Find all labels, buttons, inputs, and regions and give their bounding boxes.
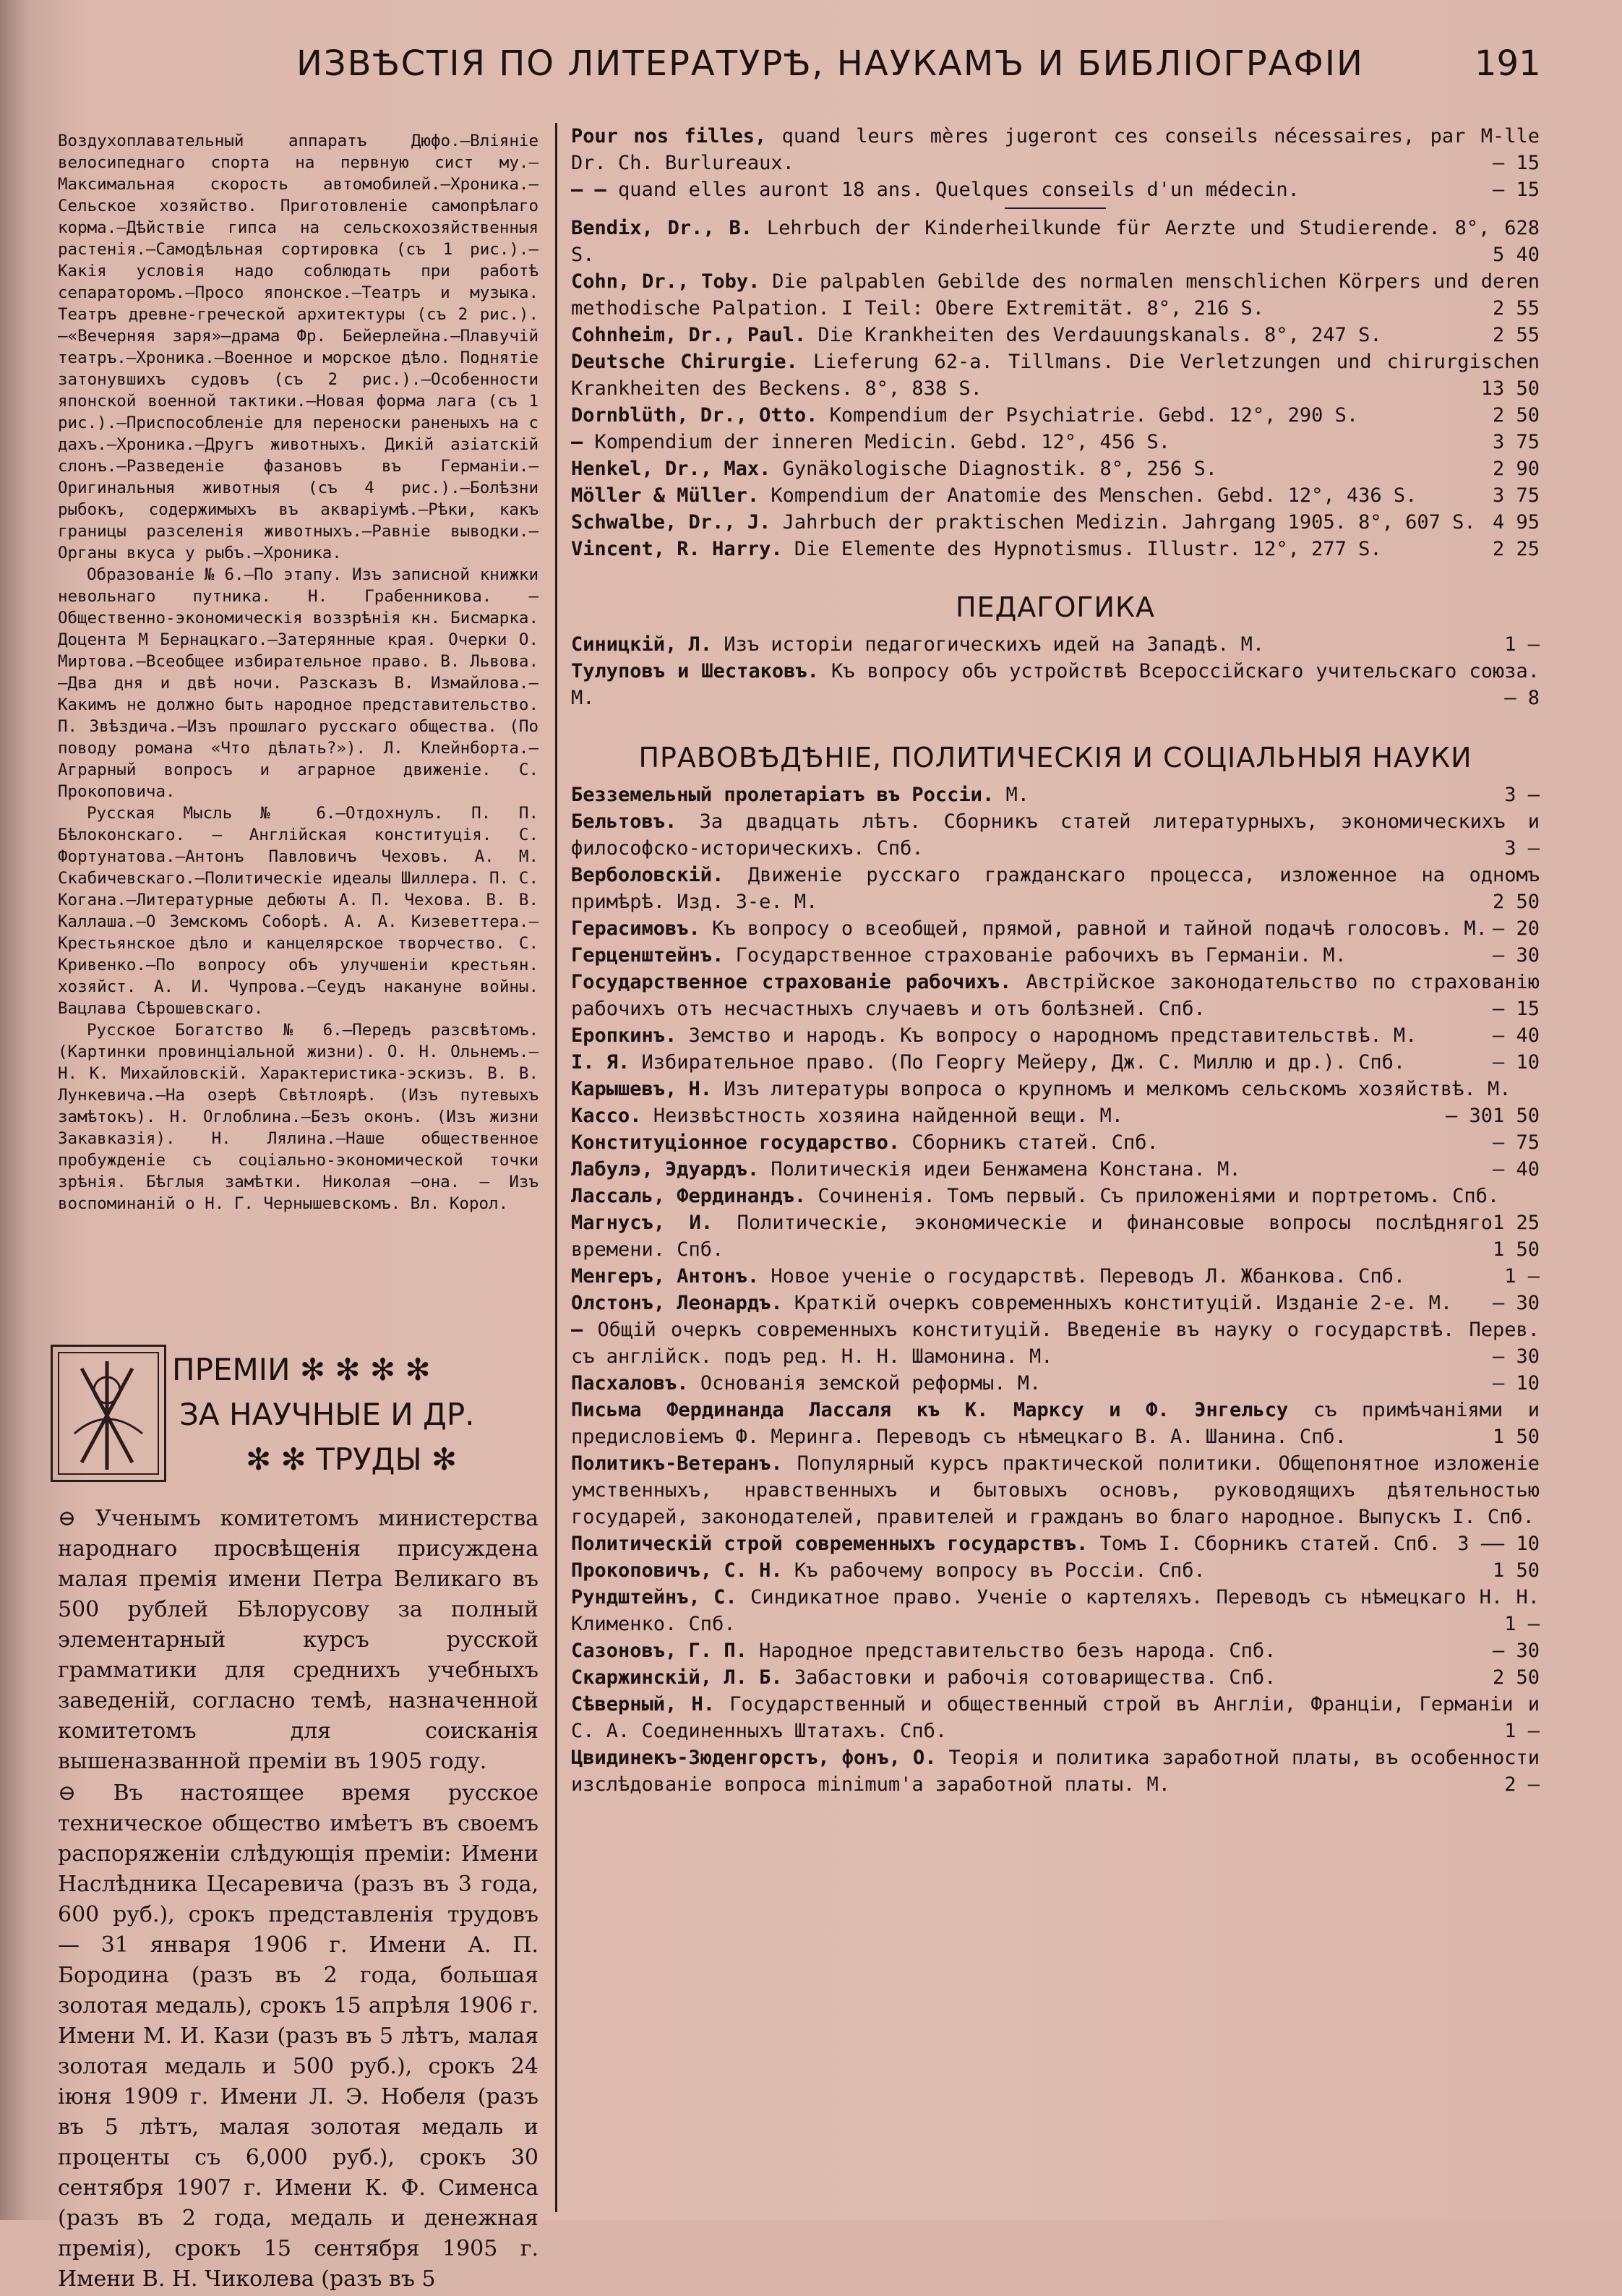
bibliography-entry (571, 1290, 1540, 1316)
entry-price: — 30 (1445, 1105, 1493, 1127)
entry-author: Прокоповичъ, С. Н. (571, 1559, 783, 1582)
entry-title: Избирательное право. (По Георгу Мейеру, Дж. С. Миллю и др.). Спб. (641, 1051, 1406, 1074)
bibliography-entry (571, 482, 1540, 509)
bibliography-entry (571, 658, 1540, 711)
page-number: 191 (1475, 43, 1541, 84)
bibliography-entry (571, 1209, 1540, 1263)
bibliography-entry (571, 808, 1540, 862)
bibliography-entry (571, 862, 1540, 915)
entry-price: 1 — (1504, 1613, 1540, 1635)
entry-author: Скаржинскій, Л. Б. (571, 1666, 783, 1689)
prizes-heading (51, 1345, 542, 1504)
entry-title: Kompendium der Anatomie des Menschen. Gebd. 12°, 436 S. (771, 484, 1417, 507)
entry-author: Лассаль, Фердинандъ. (571, 1185, 807, 1207)
entry-price: — 10 (1492, 1051, 1540, 1074)
bibliography-entry (571, 942, 1540, 969)
entry-title: quand leurs mères jugeront ces conseils nécessaires, par M-lle Dr. Ch. Burlureaux. (571, 125, 1540, 174)
entry-price: — 15 (1492, 998, 1540, 1020)
entry-author: Синицкій, Л. (571, 633, 713, 656)
entry-title: Общій очеркъ современныхъ конституцій. Введеніе въ науку о государствѣ. Перев. съ англійск. подъ ред. Н. Н. Шамонина. М. (571, 1319, 1540, 1368)
entry-author: — (571, 1319, 583, 1341)
entry-author: І. Я. (571, 1051, 630, 1074)
entry-title: Jahrbuch der praktischen Medizin. Jahrgang 1905. 8°, 607 S. (782, 511, 1476, 534)
entry-author: Тулуповъ и Шестаковъ. (571, 660, 819, 682)
entry-author: Лабулэ, Эдуардъ. (571, 1158, 760, 1181)
section-title-pedagogy: ПЕДАГОГИКА (956, 591, 1155, 623)
separator-rule (1005, 207, 1106, 209)
entry-author: Dornblüth, Dr., Otto. (571, 404, 818, 427)
entry-author: Schwalbe, Dr., J. (571, 511, 771, 534)
entry-price: — 40 (1492, 1024, 1540, 1047)
entry-price: 2 50 (1492, 891, 1540, 913)
entry-author: Кассо. (571, 1105, 642, 1127)
running-header (0, 43, 1622, 94)
entry-price: 3 — (1504, 784, 1540, 806)
bibliography-entry (571, 455, 1540, 482)
entry-title: Земство и народъ. Къ вопросу о народномъ представительствѣ. М. (688, 1024, 1417, 1047)
entry-author: Безземельный пролетаріатъ въ Россіи. (571, 784, 995, 806)
entry-title: Kompendium der Psychiatrie. Gebd. 12°, 290 S. (829, 404, 1359, 427)
entry-author: Политическій строй современныхъ государствъ. (571, 1533, 1089, 1555)
entry-price: — 40 (1492, 1158, 1540, 1181)
entry-price: 1 50 (1492, 1238, 1540, 1261)
bibliography-entry (571, 1316, 1540, 1370)
entry-title: Изъ исторіи педагогическихъ идей на Западѣ. М. (724, 633, 1265, 656)
section-title-law: ПРАВОВѢДѢНІЕ, ПОЛИТИЧЕСКІЯ И СОЦІАЛЬНЫЯ НАУКИ (638, 742, 1472, 774)
entry-price: 1 50 (1492, 1426, 1540, 1448)
entry-title: Краткій очеркъ современныхъ конституцій. Изданіе 2-е. М. (794, 1292, 1453, 1314)
bibliography-entry (571, 348, 1540, 402)
entry-title: Lehrbuch der Kinderheilkunde für Aerzte und Studierende. 8°, 628 S. (571, 217, 1540, 266)
entry-author: Пасхаловъ. (571, 1372, 689, 1395)
entry-author: Рундштейнъ, С. (571, 1586, 737, 1609)
pedagogy-entries (571, 631, 1540, 711)
entry-price: 3 — (1457, 1533, 1493, 1555)
entry-author: Менгеръ, Антонъ. (571, 1265, 760, 1288)
bibliography-entry (571, 1022, 1540, 1049)
bibliography-entry (571, 536, 1540, 562)
entry-price: — 30 (1492, 1345, 1540, 1368)
entry-author: — (571, 431, 583, 453)
entry-price: — 30 (1492, 1292, 1540, 1314)
entry-price: 1 50 (1492, 1559, 1540, 1582)
medical-entries (571, 215, 1540, 562)
entry-price: — 20 (1492, 917, 1540, 940)
entry-author: Cohn, Dr., Toby. (571, 270, 760, 293)
entry-title: Къ рабочему вопросу въ Россіи. Спб. (794, 1559, 1206, 1582)
entry-title: Неизвѣстность хозяина найденной вещи. М. (653, 1105, 1124, 1127)
entry-price: 2 55 (1492, 324, 1540, 346)
bibliography-entry (571, 176, 1540, 203)
entry-price: — 10 (1492, 1372, 1540, 1395)
entry-author: Олстонъ, Леонардъ. (571, 1292, 783, 1314)
bibliography-entry (571, 1664, 1540, 1691)
prizes-text (58, 1504, 538, 2296)
bibliography-entry (571, 1691, 1540, 1744)
entry-title: quand elles auront 18 ans. Quelques conseils d'un médecin. (618, 179, 1300, 201)
entry-author: Сазоновъ, Г. П. (571, 1640, 747, 1662)
entry-title: Die palpablen Gebilde des normalen menschlichen Körpers und deren methodische Palpation. I Teil: Obere Extremität. 8°, 216 S. (571, 270, 1540, 320)
entry-title: Kompendium der inneren Medicin. Gebd. 12°, 456 S. (594, 431, 1171, 453)
bibliography-entry (571, 509, 1540, 536)
entry-title: Политическіе, экономическіе и финансовые вопросы послѣдняго времени. Спб. (571, 1212, 1493, 1261)
prize-paragraph: ⊖ Ученымъ комитетомъ министерства народнаго просвѣщенія присуждена малая премія имени Петра Великаго въ 500 рублей Бѣлорусову за полный элементарный курсъ русской грамматики для среднихъ учебныхъ заведеній, согласно темѣ, назначенной комитетомъ для соисканія вышеназванной преміи въ 1905 году. (58, 1506, 538, 1774)
entry-title: М. (1005, 784, 1029, 806)
left-paragraph: Воздухоплавательный аппаратъ Дюфо.—Вліяніе велосипеднаго спорта на первную сист му.—Максимальная скорость автомобилей.—Хроника.—Сельское хозяйство. Приготовленіе самопрѣлаго корма.—Дѣйствіе гипса на сельскохозяйственныя растенія.—Самодѣльная сортировка (съ 1 рис.).—Какія условія надо соблюдать при работѣ сепараторомъ.—Просо японское.—Театръ и музыка. Театръ древне-греческой архитектуры (съ 2 рис.).—«Вечерняя заря»—драма Фр. Бейерлейна.—Плавучій театръ.—Хроника.—Военное и морское дѣло. Поднятіе затонувшихъ судовъ (съ 2 рис.).—Особенности японской военной тактики.—Новая форма лага (съ 1 рис.).—Приспособленіе для переноски раненыхъ на с дахъ.—Хроника.—Другъ животныхъ. Дикій азіатскій слонъ.—Разведеніе фазановъ въ Германіи.—Оригинальныя животныя (съ 4 рис.).—Болѣзни рыбокъ, содержимыхъ въ акваріумѣ.—Рѣки, какъ границы разселенія животныхъ.—Равніе выводки.—Органы вкуса у рыбъ.—Хроника. (58, 132, 538, 562)
entry-price: 1 — (1504, 1720, 1540, 1742)
bibliography-entry (571, 1370, 1540, 1397)
entry-title: Сборникъ статей. Спб. (911, 1131, 1159, 1154)
prizes-title-line: ЗА НАУЧНЫЕ И ДР. (179, 1397, 475, 1432)
left-paragraph: Образованіе № 6.—По этапу. Изъ записной книжки невольнаго путника. Н. Грабенникова. — Общественно-экономическія воззрѣнія кн. Бисмарка. Доцента М Бернацкаго.—Затерянные края. Очерки О. Миртова.—Всеобщее избирательное право. В. Львова.—Два дня и двѣ ночи. Разсказъ В. Измайлова.—Какимъ не должно быть народное представительство. П. Звѣздича.—Изъ прошлаго русскаго общества. (По поводу романа «Что дѣлать?»). Л. Клейнборта.—Аграрный вопросъ и аграрное движеніе. С. Прокоповича. (58, 565, 538, 801)
prizes-title-line: ПРЕМІИ ✻ ✻ ✻ ✻ (172, 1352, 431, 1387)
entry-title: Политическія идеи Бенжамена Констана. М. (771, 1158, 1241, 1181)
entry-author: Карышевъ, Н. (571, 1078, 713, 1100)
entry-author: Верболовскій. (571, 864, 724, 886)
bibliography-entry (571, 915, 1540, 942)
bibliography-entry (571, 1530, 1540, 1557)
entry-price: 3 75 (1492, 431, 1540, 453)
entry-price: — 30 (1492, 1640, 1540, 1662)
entry-author: Письма Фердинанда Лассаля къ К. Марксу и Ф. Энгельсу (571, 1399, 1289, 1421)
entry-price: 1 50 (1492, 1105, 1540, 1127)
entry-author: Политикъ-Ветеранъ. (571, 1452, 783, 1475)
entry-price: — 15 (1492, 152, 1540, 174)
entry-price: 2 — (1504, 1773, 1540, 1796)
entry-title: Сочиненія. Томъ первый. Съ приложеніями и портретомъ. Спб. (818, 1185, 1500, 1207)
entry-price: — 8 (1504, 687, 1540, 709)
entry-author: Сѣверный, Н. (571, 1693, 716, 1715)
entry-title: Синдикатное право. Ученіе о картеляхъ. Переводъ съ нѣмецкаго Н. Н. Клименко. Спб. (571, 1586, 1540, 1635)
left-paragraph: Русская Мысль № 6.—Отдохнулъ. П. П. Бѣлоконскаго. — Англійская конституція. С. Фортунатова.—Антонъ Павловичъ Чеховъ. А. М. Скабичевскаго.—Политическіе идеалы Шиллера. П. С. Когана.—Литературные дебюты А. П. Чехова. В. В. Каллаша.—О Земскомъ Соборѣ. А. А. Кизеветтера.—Крестьянское дѣло и канцелярское творчество. С. Кривенко.—По вопросу объ улучшеніи крестьян. хозяйст. А. И. Чупрова.—Сеудъ накануне войны. Вацлава Сѣрошевскаго. (58, 804, 538, 1018)
bibliography-entry (571, 322, 1540, 348)
entry-author: Vincent, R. Harry. (571, 538, 783, 560)
entry-price: 2 90 (1492, 458, 1540, 480)
entry-title: Къ вопросу объ устройствѣ Всероссійскаго учительскаго союза. М. (571, 660, 1540, 709)
entry-author: Цвидинекъ-Зюденгорстъ, фонъ, О. (571, 1747, 937, 1769)
entry-title: Изъ литературы вопроса о крупномъ и мелкомъ сельскомъ хозяйствѣ. М. (724, 1078, 1511, 1100)
entry-author: Магнусъ, И. (571, 1212, 713, 1234)
bibliography-entry (571, 1637, 1540, 1664)
bibliography-entry (571, 123, 1540, 176)
entry-title: Основанія земской реформы. М. (700, 1372, 1042, 1395)
entry-title: Теорія и политика заработной платы, въ особенности изслѣдованіе вопроса minimum'а заработной платы. М. (571, 1747, 1540, 1796)
entry-title: Томъ I. Сборникъ статей. Спб. (1099, 1533, 1441, 1555)
bibliography-entry (571, 268, 1540, 322)
entry-title: Къ вопросу о всеобщей, прямой, равной и тайной подачѣ голосовъ. М. (712, 917, 1488, 940)
bibliography-entry (571, 1584, 1540, 1637)
entry-price: — 10 (1492, 1533, 1540, 1555)
prizes-title-line: ✻ ✻ ТРУДЫ ✻ (246, 1442, 458, 1477)
entry-title: Gynäkologische Diagnostik. 8°, 256 S. (782, 458, 1218, 480)
ornament-initial-icon (51, 1345, 166, 1482)
column-divider (555, 123, 557, 2212)
top-entries (571, 123, 1540, 203)
entry-title: Государственное страхованіе рабочихъ въ Германіи. М. (735, 944, 1347, 967)
entry-price: 1 — (1504, 633, 1540, 656)
entry-author: — — (571, 179, 606, 201)
bibliography-entry (571, 1049, 1540, 1076)
entry-title: Die Elemente des Hypnotismus. Illustr. 12°, 277 S. (794, 538, 1382, 560)
entry-price: 2 50 (1492, 404, 1540, 427)
entry-title: Народное представительство безъ народа. Спб. (759, 1640, 1276, 1662)
entry-author: Möller & Müller. (571, 484, 760, 507)
right-column (571, 123, 1540, 1798)
entry-price: 5 40 (1492, 244, 1540, 266)
bibliography-entry (571, 402, 1540, 429)
entry-price: — 30 (1492, 944, 1540, 967)
bibliography-entry (571, 1744, 1540, 1798)
entry-author: Герасимовъ. (571, 917, 700, 940)
entry-author: Еропкинъ. (571, 1024, 677, 1047)
entry-price: 2 55 (1492, 297, 1540, 320)
bibliography-entry (571, 1263, 1540, 1290)
law-entries (571, 781, 1540, 1798)
left-paragraph: Русское Богатство № 6.—Передъ разсвѣтомъ. (Картинки провинціальной жизни). О. Н. Ольнемъ.—Н. К. Михайловскій. Характеристика-эскизъ. В. В. Лункевича.—На озерѣ Свѣтлоярѣ. (Изъ путевыхъ замѣтокъ). Н. Оглоблина.—Безъ оконъ. (Изъ жизни Закавказія). Н. Лялина.—Наше общественное пробужденіе съ соціально-экономической точки зрѣнія. Бѣглыя замѣтки. Николая —она. — Изъ воспоминаній о Н. Г. Чернышевскомъ. Вл. Корол. (58, 1021, 538, 1213)
bibliography-entry (571, 1102, 1540, 1129)
bibliography-entry (571, 1129, 1540, 1156)
bibliography-entry (571, 215, 1540, 268)
entry-author: Bendix, Dr., B. (571, 217, 753, 239)
entry-author: Cohnheim, Dr., Paul. (571, 324, 807, 346)
header-title: ИЗВѢСТІЯ ПО ЛИТЕРАТУРѢ, НАУКАМЪ И БИБЛІОГРАФІИ (296, 43, 1364, 84)
bibliography-entry (571, 1557, 1540, 1584)
entry-author: Государственное страхованіе рабочихъ. (571, 971, 1012, 993)
entry-author: Deutsche Chirurgie. (571, 351, 798, 373)
entry-price: — 15 (1492, 179, 1540, 201)
entry-price: 13 50 (1480, 377, 1540, 400)
entry-title: Новое ученіе о государствѣ. Переводъ Л. Жбанкова. Спб. (771, 1265, 1406, 1288)
entry-author: Конституціонное государство. (571, 1131, 901, 1154)
bibliography-entry (571, 631, 1540, 658)
entry-price: 2 25 (1492, 538, 1540, 560)
entry-title: Государственный и общественный строй въ Англіи, Франціи, Германіи и С. А. Соединенныхъ Штатахъ. Спб. (571, 1693, 1540, 1742)
entry-price: — 75 (1492, 1131, 1540, 1154)
entry-price: 4 95 (1492, 511, 1540, 534)
entry-title: съ примѣчаніями и предисловіемъ Ф. Меринга. Переводъ съ нѣмецкаго В. А. Шанина. Спб. (571, 1399, 1540, 1448)
entry-price: 1 — (1504, 1265, 1540, 1288)
bibliography-entry (571, 781, 1540, 808)
entry-title: За двадцать лѣтъ. Сборникъ статей литературныхъ, экономическихъ и философско-историческихъ. Спб. (571, 810, 1540, 860)
bibliography-entry (571, 1397, 1540, 1450)
entry-price: 1 25 (1492, 1212, 1540, 1234)
entry-title: Движеніе русскаго гражданскаго процесса, изложенное на одномъ примѣрѣ. Изд. 3-е. М. (571, 864, 1540, 913)
bibliography-entry (571, 1156, 1540, 1183)
left-column (58, 130, 538, 1215)
prize-paragraph: ⊖ Въ настоящее время русское техническое общество имѣетъ въ своемъ распоряженіи слѣдующія преміи: Имени Наслѣдника Цесаревича (разъ въ 3 года, 600 руб.), срокъ представленія трудовъ — 31 января 1906 г. Имени А. П. Бородина (разъ въ 2 года, большая золотая медаль), срокъ 15 апрѣля 1906 г. Имени М. И. Кази (разъ въ 5 лѣтъ, малая золотая медаль и 500 руб.), срокъ 24 іюня 1909 г. Имени Л. Э. Нобеля (разъ въ 5 лѣтъ, малая золотая медаль и проценты съ 6,000 руб.), срокъ 30 сентября 1907 г. Имени К. Ф. Сименса (разъ въ 2 года, медаль и денежная премія), срокъ 15 сентября 1905 г. Имени В. Н. Чиколева (разъ въ 5 (58, 1781, 538, 2292)
entry-title: Lieferung 62-a. Tillmans. Die Verletzungen und chirurgischen Krankheiten des Beckens. 8°, 838 S. (571, 351, 1540, 400)
entry-title: Die Krankheiten des Verdauungskanals. 8°, 247 S. (818, 324, 1382, 346)
entry-author: Бельтовъ. (571, 810, 677, 833)
entry-price: 3 — (1504, 837, 1540, 860)
entry-title: Популярный курсъ практической политики. Общепонятное изложеніе умственныхъ, нравственныхъ и бытовыхъ основъ, руководящихъ дѣятельностью государей, законодателей, правителей и гражданъ во благо народное. Выпускъ I. Спб. (571, 1452, 1540, 1528)
entry-author: Герценштейнъ. (571, 944, 724, 967)
entry-price: 3 75 (1492, 484, 1540, 507)
entry-author: Henkel, Dr., Max. (571, 458, 771, 480)
bibliography-entry (571, 969, 1540, 1022)
entry-title: Австрійское законодательство по страхованію рабочихъ отъ несчастныхъ случаевъ и отъ болѣзней. Спб. (571, 971, 1540, 1020)
entry-author: Pour nos filles, (571, 125, 767, 147)
entry-price: 2 50 (1492, 1666, 1540, 1689)
bibliography-entry (571, 429, 1540, 455)
entry-title: Забастовки и рабочія сотоварищества. Спб. (794, 1666, 1276, 1689)
